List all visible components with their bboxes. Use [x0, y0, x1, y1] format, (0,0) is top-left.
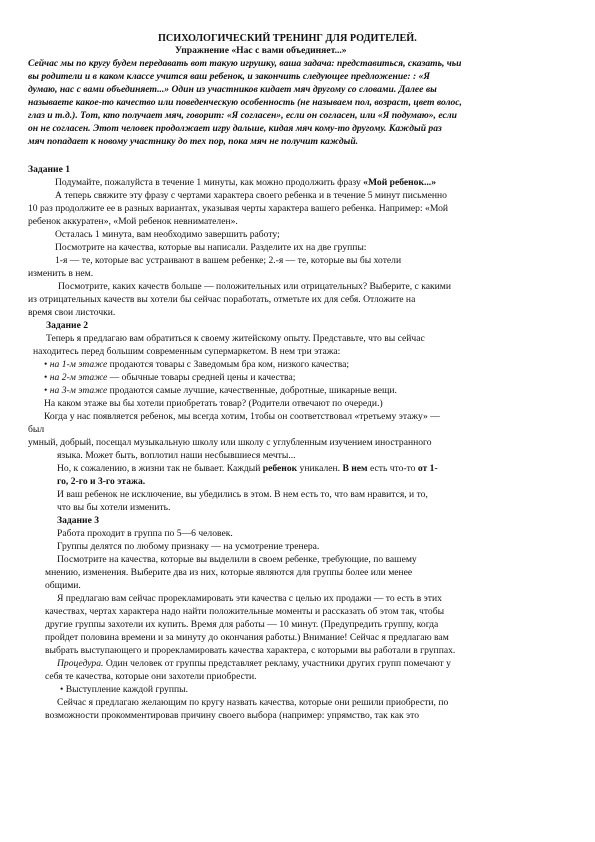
task2-line-8-d: В нем — [342, 463, 368, 474]
task3-line-3: Посмотрите на качества, которые вы выделили в своем ребенке, требующие, по вашему — [57, 554, 417, 565]
task3-line-1: Работа проходит в группа по 5—6 человек. — [57, 528, 233, 539]
task2-line-4: Когда у нас появляется ребенок, мы всегда хотим, 1тобы он соответствовал «третьему этажу» — — [44, 411, 440, 422]
task3-line-9: пройдет половина времени и за минуту до окончания работы.) Внимание! Сейчас я предлагаю вам — [45, 632, 449, 643]
task2-line-1: Теперь я предлагаю вам обратиться к своему житейскому опыту. Представьте, что вы сейчас — [46, 333, 425, 344]
intro-line-1: Сейчас мы по кругу будем передавать вот такую игрушку, ваша задача: представиться, сказать, чьи — [28, 58, 462, 69]
floor-2-text: — обычные товары средней цены и качества; — [107, 372, 296, 383]
task3-line-7: качествах, чертах характера надо найти положительные моменты и рассказать об этом так, чтобы — [45, 606, 445, 617]
task1-line-9: Посмотрите, каких качеств больше — положительных или отрицательных? Выберите, с какими — [58, 281, 451, 292]
task2-bullet-2 — [44, 372, 295, 384]
task3-heading: Задание 3 — [57, 515, 100, 526]
intro-line-6: он не согласен. Этот человек продолжает игру дальше, кидая мяч кому-то другому. Каждый раз — [28, 123, 442, 134]
task2-line-10: И ваш ребенок не исключение, вы убедились в этом. В нем есть то, что вам нравится, и то, — [57, 489, 428, 500]
task1-line-8: изменить в нем. — [28, 268, 94, 279]
task2-line-6: умный, добрый, посещал музыкальную школу или школу с углубленным изучением иностранного — [28, 437, 432, 448]
task2-line-9: го, 2-го и 3-го этажа. — [57, 476, 146, 487]
task3-line-14: Сейчас я предлагаю желающим по кругу назвать качества, которые они решили приобрести, по — [57, 697, 449, 708]
intro-line-3: думаю, нас с вами объединяет...» Один из участников кидает мяч другому со словами. Далее вы — [28, 84, 437, 95]
floor-3-text: продаются самые лучшие, качественные, добротные, шикарные вещи. — [107, 385, 397, 396]
bullet-icon: • — [44, 385, 48, 396]
task1-line-1 — [55, 177, 436, 189]
task1-line-6: Посмотрите на качества, которые вы написали. Разделите их на две группы: — [55, 242, 367, 253]
intro-line-5: глаз и т.д.). Тот, кто получает мяч, говорит: «Я согласен», если он согласен, или «Я подумаю», если — [28, 110, 457, 121]
intro-line-4: называете какое-то качество или поведенческую особенность (не называем пол, возраст, цвет волос, — [28, 97, 462, 108]
task2-line-8-e: есть что-то — [370, 463, 416, 474]
task1-line-7: 1-я — те, которые вас устраивают в вашем ребенке; 2.-я — те, которые вы бы хотели — [55, 255, 402, 266]
bullet-icon: • — [60, 684, 64, 695]
task2-line-8-b: ребенок — [262, 463, 298, 474]
task3-line-6: Я предлагаю вам сейчас прорекламировать эти качества с целью их продажи — то есть в этих — [57, 593, 442, 604]
task2-line-5: был — [28, 424, 45, 435]
task2-bullet-3 — [44, 385, 397, 397]
intro-line-7: мяч попадает к новому участнику до тех пор, пока мяч не получит каждый. — [28, 136, 359, 147]
task1-heading: Задание 1 — [28, 164, 71, 175]
task3-line-12: себя те качества, которые они захотели приобрести. — [45, 671, 257, 682]
task1-line-1-text: Подумайте, пожалуйста в течение 1 минуты, как можно продолжить фразу — [55, 177, 361, 188]
exercise-subtitle: Упражнение «Нас с вами объединяет...» — [175, 45, 347, 56]
task2-heading: Задание 2 — [46, 320, 89, 331]
bullet-icon: • — [44, 372, 48, 383]
task2-line-2: находитесь перед большим современным супермаркетом. В нем три этажа: — [33, 346, 341, 357]
task2-line-3: На каком этаже вы бы хотели приобретать товар? (Родители отвечают по очереди.) — [44, 398, 383, 409]
task3-line-15: возможности прокомментировав причину своего выбора (например: упрямство, так как это — [45, 710, 420, 721]
intro-line-2: вы родители и в каком классе учится ваш ребенок, и закончить следующее предложение: : «Я — [28, 71, 431, 82]
task3-line-11 — [57, 658, 451, 670]
task1-line-10: из отрицательных качеств вы хотели бы сейчас поработать, отметьте их для себя. Отложите на — [28, 294, 416, 305]
task2-line-7: языка. Может быть, воплотил наши несбывшиеся мечты... — [57, 450, 296, 461]
task1-line-5: Осталась 1 минута, вам необходимо завершить работу; — [55, 229, 280, 240]
task3-line-8: другие группы захотели их купить. Время для работы — 10 минут. (Предупредить группу, когда — [45, 619, 439, 630]
task2-line-8-a: Но, к сожалению, в жизни так не бывает. Каждый — [57, 463, 261, 474]
task1-line-4: ребенок аккуратен», «Мой ребенок невнимателен». — [28, 216, 238, 227]
task3-bullet — [60, 684, 188, 696]
floor-3-label: на 3-м этаже — [49, 385, 108, 396]
task1-phrase: «Мой ребенок...» — [363, 177, 436, 188]
floor-2-label: на 2-м этаже — [49, 372, 108, 383]
task2-line-8 — [57, 463, 438, 475]
task3-line-2: Группы делятся по любому признаку — на усмотрение тренера. — [57, 541, 320, 552]
task2-line-11: что вы бы хотели изменить. — [57, 502, 171, 513]
task3-line-13: Выступление каждой группы. — [65, 684, 188, 695]
task3-line-10: выбрать выступающего и прорекламировать качества характера, с которыми вы работали в группах. — [45, 645, 456, 656]
procedure-text: Один человек от группы представляет рекламу, участники других групп помечают у — [103, 658, 451, 669]
floor-1-text: продаются товары с Заведомым бра ком, низкого качества; — [107, 359, 350, 370]
floor-1-label: на 1-м этаже — [49, 359, 108, 370]
page-title: ПСИХОЛОГИЧЕСКИЙ ТРЕНИНГ ДЛЯ РОДИТЕЛЕЙ. — [158, 33, 417, 44]
task3-line-5: общими. — [45, 580, 81, 591]
procedure-label: Процедура. — [57, 658, 104, 669]
bullet-icon: • — [44, 359, 48, 370]
task1-line-2: А теперь свяжите эту фразу с чертами характера своего ребенка и в течение 5 минут письменно — [55, 190, 447, 201]
task2-bullet-1 — [44, 359, 349, 371]
task1-line-3: 10 раз продолжите ее в разных вариантах, указывая черты характера вашего ребенка. Например: «Мой — [28, 203, 449, 214]
task2-line-8-f: от 1- — [417, 463, 438, 474]
task3-line-4: мнению, изменения. Выберите два из них, которые являются для группы более или менее — [45, 567, 413, 578]
task1-line-11: время свои листочки. — [28, 307, 116, 318]
task2-line-8-c: уникален. — [299, 463, 341, 474]
